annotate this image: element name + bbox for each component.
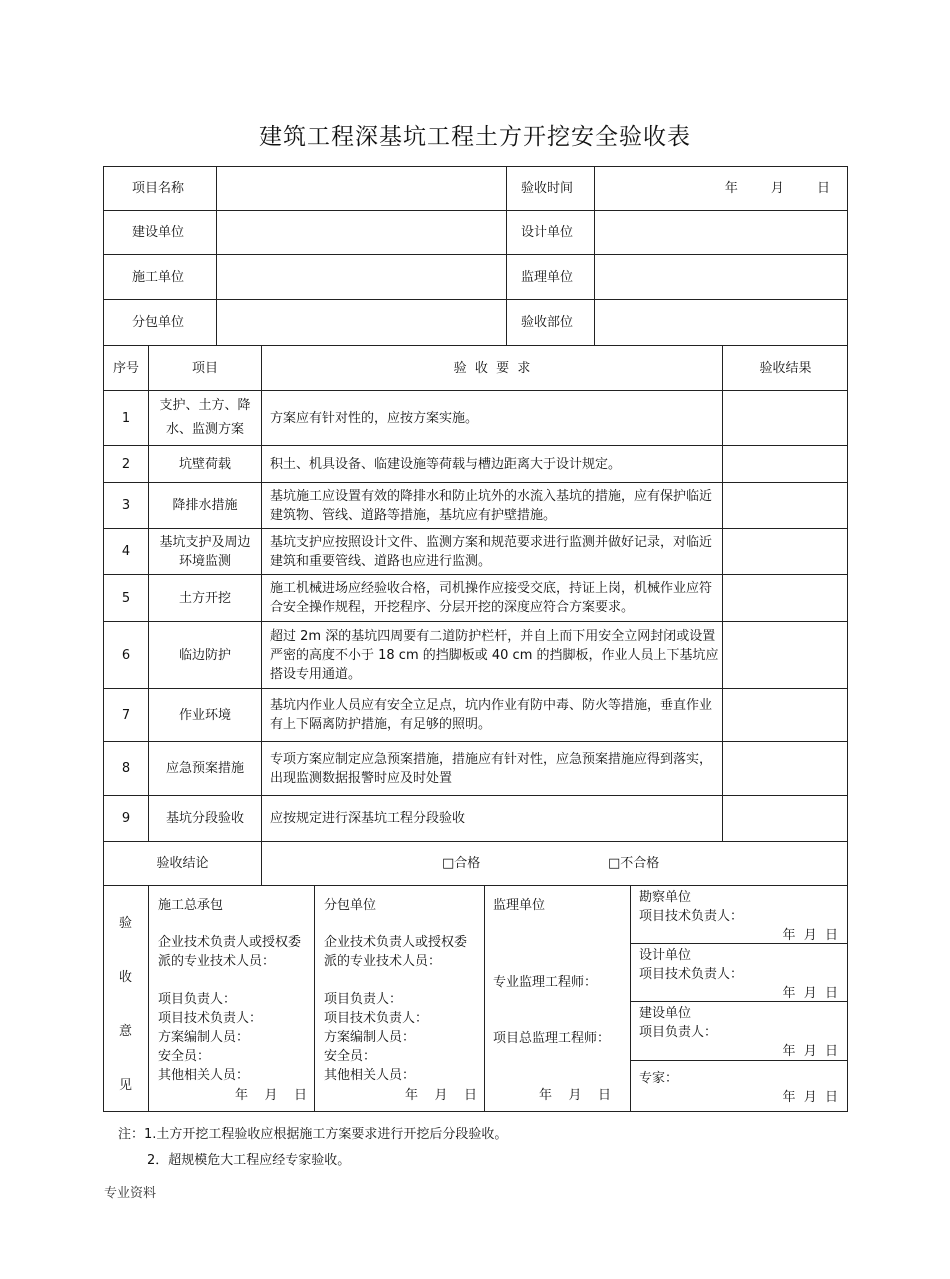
date-label: 年 月 日 <box>235 1088 308 1103</box>
date-label: 年 月 日 <box>405 1088 478 1103</box>
date-label: 年 月 日 <box>782 1090 838 1105</box>
enterprise-tech-label: 企业技术负责人或授权委派的专业技术人员： <box>158 935 302 969</box>
acceptance-part-field[interactable] <box>594 299 848 345</box>
row-result[interactable] <box>722 528 848 574</box>
project-tech-label: 项目技术负责人： <box>158 1011 263 1026</box>
expert-cell <box>630 1060 848 1112</box>
supervision-unit-field[interactable] <box>594 254 848 299</box>
survey-unit-label: 勘察单位 <box>639 890 692 905</box>
chief-supervisor-label: 项目总监理工程师： <box>493 1031 611 1046</box>
row-no: 1 <box>103 390 148 445</box>
note-2: 2．超规模危大工程应经专家验收。 <box>147 1153 351 1168</box>
supervision-label: 监理单位 <box>493 898 546 913</box>
subcontract-cell <box>314 885 484 1112</box>
safety-officer-label: 安全员： <box>324 1049 377 1064</box>
date-label: 年 月 日 <box>539 1088 612 1103</box>
row-no: 2 <box>103 445 148 482</box>
note-1: 注：1.土方开挖工程验收应根据施工方案要求进行开挖后分段验收。 <box>118 1127 508 1142</box>
builder-unit-label: 施工单位 <box>103 254 216 299</box>
date-placeholder: 年 月 日 <box>724 181 830 196</box>
supervision-cell <box>484 885 630 1112</box>
construction-unit-label: 建设单位 <box>103 210 216 254</box>
subcontract-unit-field[interactable] <box>216 299 506 345</box>
row-no: 5 <box>103 574 148 621</box>
row-result[interactable] <box>722 795 848 841</box>
safety-officer-label: 安全员： <box>158 1049 211 1064</box>
row-item: 应急预案措施 <box>148 741 261 795</box>
row-requirement: 超过 2m 深的基坑四周要有二道防护栏杆，并自上而下用安全立网封闭或设置严密的高度不小于 18 cm 的挡脚板或 40 cm 的挡脚板，作业人员上下基坑应搭设专用通道。 <box>261 621 722 688</box>
survey-tech-label: 项目技术负责人： <box>639 909 744 924</box>
side-char: 见 <box>119 1078 133 1093</box>
plan-author-label: 方案编制人员： <box>158 1030 250 1045</box>
survey-unit-cell <box>630 885 848 943</box>
construction-unit-field[interactable] <box>216 210 506 254</box>
side-char: 意 <box>119 1024 133 1039</box>
subcontract-unit-label: 分包单位 <box>103 299 216 345</box>
enterprise-tech-label: 企业技术负责人或授权委派的专业技术人员： <box>324 935 468 969</box>
row-result[interactable] <box>722 482 848 528</box>
row-result[interactable] <box>722 741 848 795</box>
others-label: 其他相关人员： <box>158 1068 250 1083</box>
date-label: 年 月 日 <box>782 1044 838 1059</box>
build-manager-label: 项目负责人： <box>639 1025 718 1040</box>
row-requirement: 专项方案应制定应急预案措施，措施应有针对性，应急预案措施应得到落实，出现监测数据报警时应及时处置 <box>261 741 722 795</box>
acceptance-time-field[interactable] <box>594 166 848 210</box>
row-requirement: 方案应有针对性的，应按方案实施。 <box>261 390 722 445</box>
general-contractor-label: 施工总承包 <box>158 898 224 913</box>
design-unit-label: 设计单位 <box>506 210 594 254</box>
project-manager-label: 项目负责人： <box>158 992 237 1007</box>
conclusion-label: 验收结论 <box>103 841 261 885</box>
row-requirement: 积土、机具设备、临建设施等荷载与槽边距离大于设计规定。 <box>261 445 722 482</box>
acceptance-time-label: 验收时间 <box>506 166 594 210</box>
row-item: 临边防护 <box>148 621 261 688</box>
design-tech-label: 项目技术负责人： <box>639 967 744 982</box>
row-requirement: 基坑内作业人员应有安全立足点，坑内作业有防中毒、防火等措施，垂直作业有上下隔离防护措施，有足够的照明。 <box>261 688 722 741</box>
project-name-label: 项目名称 <box>103 166 216 210</box>
build-unit-label: 建设单位 <box>639 1006 692 1021</box>
row-no: 3 <box>103 482 148 528</box>
side-char: 验 <box>119 916 133 931</box>
header-seq: 序号 <box>103 345 148 390</box>
row-item: 基坑支护及周边环境监测 <box>148 528 261 574</box>
build-unit-cell <box>630 1001 848 1060</box>
project-manager-label: 项目负责人： <box>324 992 403 1007</box>
general-contractor-cell <box>148 885 314 1112</box>
date-label: 年 月 日 <box>782 928 838 943</box>
row-requirement: 基坑施工应设置有效的降排水和防止坑外的水流入基坑的措施，应有保护临近建筑物、管线、道路等措施，基坑应有护壁措施。 <box>261 482 722 528</box>
row-requirement: 应按规定进行深基坑工程分段验收 <box>261 795 722 841</box>
side-char: 收 <box>119 970 133 985</box>
row-result[interactable] <box>722 688 848 741</box>
acceptance-part-label: 验收部位 <box>506 299 594 345</box>
row-requirement: 施工机械进场应经验收合格，司机操作应接受交底，持证上岗，机械作业应符合安全操作规程，开挖程序、分层开挖的深度应符合方案要求。 <box>261 574 722 621</box>
row-result[interactable] <box>722 445 848 482</box>
row-item: 降排水措施 <box>148 482 261 528</box>
row-result[interactable] <box>722 390 848 445</box>
others-label: 其他相关人员： <box>324 1068 416 1083</box>
header-item: 项目 <box>148 345 261 390</box>
page-title: 建筑工程深基坑工程土方开挖安全验收表 <box>259 124 691 150</box>
row-requirement: 基坑支护应按照设计文件、监测方案和规范要求进行监测并做好记录，对临近建筑和重要管线、道路也应进行监测。 <box>261 528 722 574</box>
footer-text: 专业资料 <box>104 1186 157 1201</box>
subcontract-label: 分包单位 <box>324 898 377 913</box>
design-unit-cell <box>630 943 848 1001</box>
row-no: 9 <box>103 795 148 841</box>
row-result[interactable] <box>722 621 848 688</box>
fail-checkbox[interactable]: □不合格 <box>608 856 660 871</box>
design-unit-field[interactable] <box>594 210 848 254</box>
row-item: 作业环境 <box>148 688 261 741</box>
conclusion-options <box>261 841 848 885</box>
row-item: 坑壁荷载 <box>148 445 261 482</box>
row-item: 支护、土方、降水、监测方案 <box>148 390 261 445</box>
row-item: 土方开挖 <box>148 574 261 621</box>
opinion-side-label <box>103 885 148 1112</box>
supervision-engineer-label: 专业监理工程师： <box>493 975 598 990</box>
design-unit-label: 设计单位 <box>639 948 692 963</box>
project-name-field[interactable] <box>216 166 506 210</box>
row-result[interactable] <box>722 574 848 621</box>
plan-author-label: 方案编制人员： <box>324 1030 416 1045</box>
date-label: 年 月 日 <box>782 986 838 1001</box>
row-item: 基坑分段验收 <box>148 795 261 841</box>
row-no: 6 <box>103 621 148 688</box>
row-no: 8 <box>103 741 148 795</box>
expert-label: 专家： <box>639 1071 679 1086</box>
header-requirement: 验 收 要 求 <box>261 345 722 390</box>
row-no: 7 <box>103 688 148 741</box>
header-result: 验收结果 <box>722 345 848 390</box>
pass-checkbox[interactable]: □合格 <box>442 856 481 871</box>
row-no: 4 <box>103 528 148 574</box>
builder-unit-field[interactable] <box>216 254 506 299</box>
supervision-unit-label: 监理单位 <box>506 254 594 299</box>
project-tech-label: 项目技术负责人： <box>324 1011 429 1026</box>
